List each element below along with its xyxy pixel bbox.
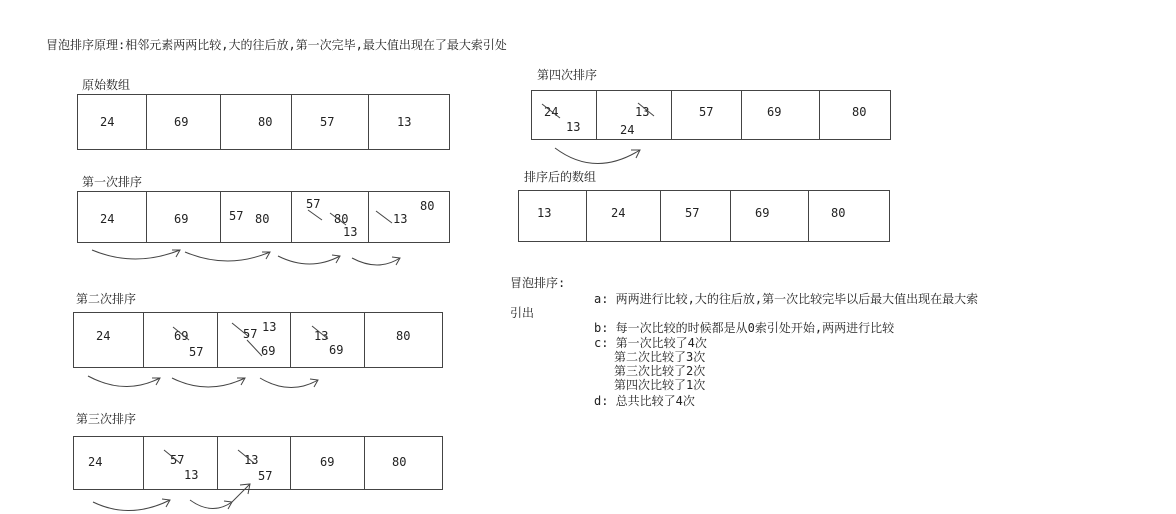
original-array-label: 原始数组	[82, 78, 131, 92]
note-c: c: 第一次比较了4次	[594, 336, 707, 350]
cell-value: 57	[685, 206, 700, 220]
cell-value: 13	[537, 206, 552, 220]
arrow-head	[237, 378, 245, 385]
original-array	[77, 94, 450, 150]
cell-value: 13	[397, 115, 412, 129]
array-cell	[369, 95, 447, 149]
cell-value: 69	[767, 105, 782, 119]
cell-value: 69	[174, 115, 189, 129]
note-c2: 第二次比较了3次	[614, 350, 706, 364]
arrow-head	[332, 255, 340, 263]
array-cell	[672, 91, 742, 139]
crossed-value: 69	[261, 344, 276, 358]
note-c3: 第三次比较了2次	[614, 364, 706, 378]
pass3-label: 第三次排序	[76, 412, 137, 426]
array-cell	[365, 437, 442, 489]
cell-value: 57	[258, 469, 273, 483]
pass2-label: 第二次排序	[76, 292, 137, 306]
cell-value: 80	[852, 105, 867, 119]
crossed-value: 13	[314, 329, 329, 343]
array-cell	[742, 91, 820, 139]
array-cell	[365, 313, 442, 367]
array-cell	[74, 313, 144, 367]
crossed-value: 13	[244, 453, 259, 467]
array-cell	[218, 437, 291, 489]
array-cell	[519, 191, 587, 241]
cell-value: 57	[229, 209, 244, 223]
pass3-array	[73, 436, 443, 490]
array-cell	[147, 95, 221, 149]
crossed-value: 57	[306, 197, 321, 211]
cell-value: 69	[755, 206, 770, 220]
arrow-head	[262, 252, 270, 259]
swap-arrow	[352, 258, 400, 265]
cell-value: 24	[611, 206, 626, 220]
sorted-array-label: 排序后的数组	[524, 170, 597, 184]
cell-value: 13	[262, 320, 277, 334]
array-cell	[292, 95, 369, 149]
array-cell	[144, 437, 218, 489]
array-cell	[147, 192, 221, 242]
cell-value: 69	[320, 455, 335, 469]
pass4-label: 第四次排序	[537, 68, 598, 82]
array-cell	[532, 91, 597, 139]
array-cell	[661, 191, 731, 241]
array-cell	[78, 95, 147, 149]
arrow-head	[172, 250, 180, 257]
pass1-array	[77, 191, 450, 243]
array-cell	[221, 95, 292, 149]
array-cell	[587, 191, 661, 241]
sorted-array	[518, 190, 890, 242]
arrow-head	[631, 150, 640, 158]
crossed-value: 24	[544, 105, 559, 119]
note-c4: 第四次比较了1次	[614, 378, 706, 392]
note-a: a: 两两进行比较,大的往后放,第一次比较完毕以后最大值出现在最大索	[594, 292, 979, 306]
swap-arrow	[278, 256, 340, 264]
array-cell	[144, 313, 218, 367]
array-cell	[291, 437, 365, 489]
cell-value: 13	[184, 468, 199, 482]
arrow-head	[224, 501, 232, 509]
crossed-value: 80	[255, 212, 270, 226]
cell-value: 80	[392, 455, 407, 469]
swap-arrow	[260, 378, 318, 388]
array-cell	[292, 192, 369, 242]
cell-value: 69	[174, 212, 189, 226]
cell-value: 57	[320, 115, 335, 129]
notes-heading: 冒泡排序:	[510, 276, 566, 290]
swap-arrow	[190, 500, 232, 509]
pass1-label: 第一次排序	[82, 175, 143, 189]
cell-value: 69	[329, 343, 344, 357]
arrow-head	[310, 379, 318, 387]
note-a-wrap: 引出	[510, 306, 535, 320]
array-cell	[820, 91, 890, 139]
crossed-value: 69	[174, 329, 189, 343]
arrow-head	[152, 378, 160, 385]
cell-value: 80	[831, 206, 846, 220]
cell-value: 24	[88, 455, 103, 469]
array-cell	[78, 192, 147, 242]
array-cell	[809, 191, 889, 241]
array-cell	[597, 91, 672, 139]
crossed-value: 13	[393, 212, 408, 226]
array-cell	[291, 313, 365, 367]
crossed-value: 80	[334, 212, 349, 226]
array-cell	[74, 437, 144, 489]
cell-value: 57	[699, 105, 714, 119]
array-cell	[221, 192, 292, 242]
swap-arrow	[555, 148, 640, 164]
pass2-array	[73, 312, 443, 368]
pass4-array	[531, 90, 891, 140]
crossed-value: 13	[635, 105, 650, 119]
array-cell	[731, 191, 809, 241]
cell-value: 24	[100, 212, 115, 226]
cell-value: 13	[343, 225, 358, 239]
cell-value: 80	[396, 329, 411, 343]
note-b: b: 每一次比较的时候都是从0索引处开始,两两进行比较	[594, 321, 895, 335]
cell-value: 80	[420, 199, 435, 213]
cell-value: 24	[620, 123, 635, 137]
cell-value: 13	[566, 120, 581, 134]
cell-value: 24	[96, 329, 111, 343]
array-cell	[369, 192, 447, 242]
swap-arrow	[172, 378, 245, 387]
crossed-value: 57	[243, 327, 258, 341]
swap-arrow	[92, 250, 180, 259]
cell-value: 80	[258, 115, 273, 129]
arrow-head	[162, 499, 170, 507]
page-title: 冒泡排序原理:相邻元素两两比较,大的往后放,第一次完毕,最大值出现在了最大索引处	[46, 38, 507, 52]
cell-value: 24	[100, 115, 115, 129]
swap-arrow	[185, 252, 270, 261]
array-cell	[218, 313, 291, 367]
note-d: d: 总共比较了4次	[594, 394, 695, 408]
arrow-head	[392, 257, 400, 265]
cell-value: 57	[189, 345, 204, 359]
swap-arrow	[93, 500, 170, 511]
crossed-value: 57	[170, 453, 185, 467]
swap-arrow	[88, 376, 160, 387]
